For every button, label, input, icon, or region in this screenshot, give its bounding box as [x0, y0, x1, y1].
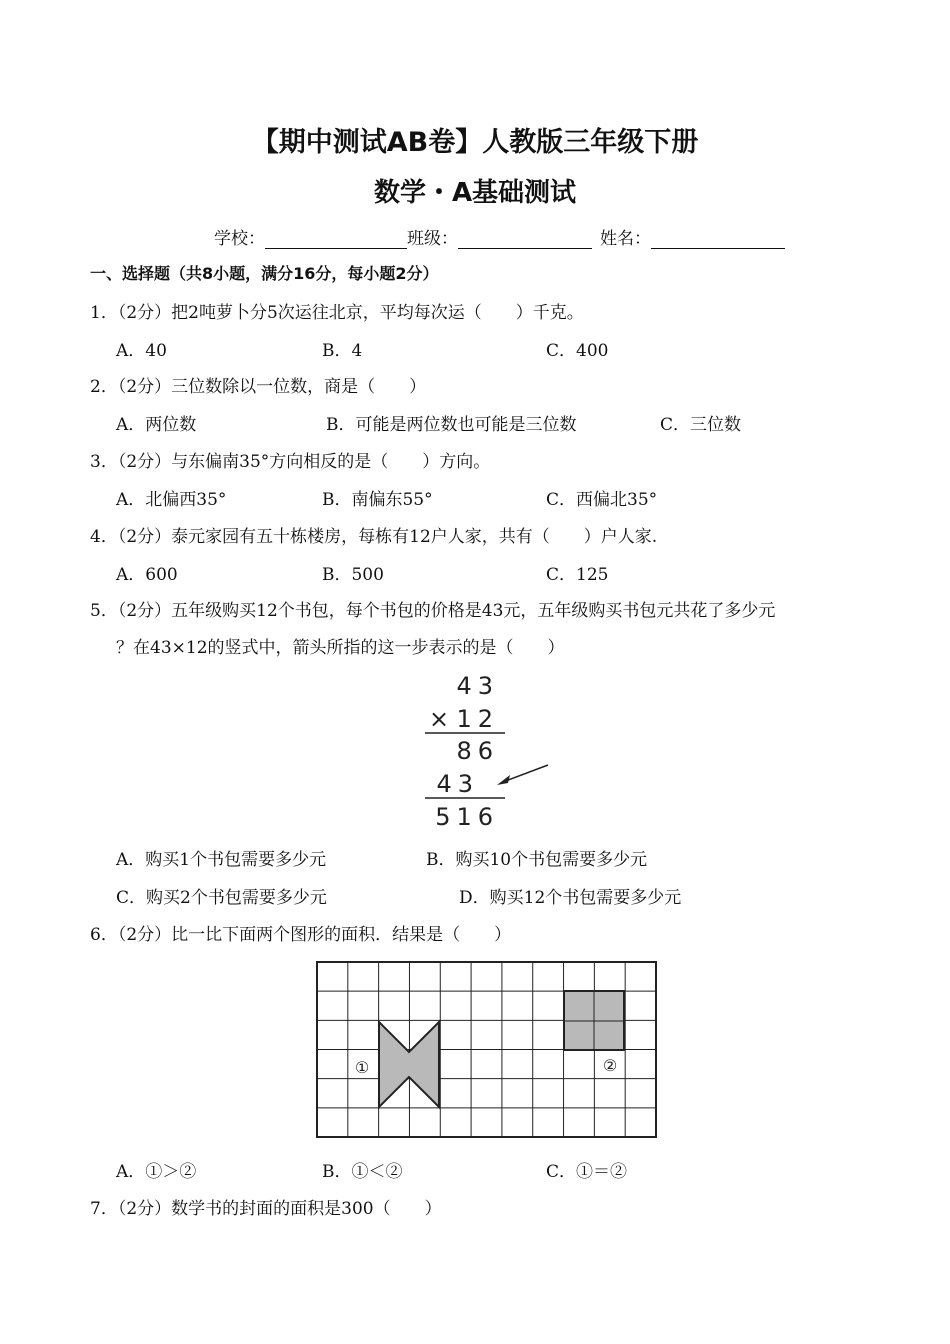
q5-option-b[interactable]: B．购买10个书包需要多少元 — [426, 850, 648, 870]
q6-option-a[interactable]: A．①＞② — [116, 1162, 197, 1182]
q6-option-b[interactable]: B．①＜② — [322, 1162, 403, 1182]
multiplication-figure — [415, 670, 555, 832]
q5-option-d[interactable]: D．购买12个书包需要多少元 — [459, 888, 682, 908]
question-5: 5．（2分）五年级购买12个书包，每个书包的价格是43元，五年级购买书包元共花了多少元 — [90, 601, 776, 621]
q4-option-c[interactable]: C．125 — [546, 565, 609, 585]
q2-option-a[interactable]: A．两位数 — [116, 415, 197, 435]
mult-multiplicand: 43 — [456, 672, 499, 700]
arrow-shaft — [503, 765, 548, 782]
q2-option-b[interactable]: B．可能是两位数也可能是三位数 — [326, 415, 577, 435]
q1-option-b[interactable]: B．4 — [322, 341, 363, 361]
question-6: 6．（2分）比一比下面两个图形的面积．结果是（ ） — [90, 925, 512, 945]
mult-partial-2: 43 — [436, 770, 479, 798]
class-label: 班级： — [407, 229, 458, 249]
class-field[interactable] — [458, 230, 592, 249]
q5-option-a[interactable]: A．购买1个书包需要多少元 — [116, 850, 327, 870]
question-4: 4．（2分）泰元家园有五十栋楼房，每栋有12户人家，共有（ ）户人家. — [90, 527, 658, 547]
mult-operator: × — [429, 705, 450, 733]
q1-option-a[interactable]: A．40 — [116, 341, 167, 361]
grid-figure — [316, 961, 658, 1139]
question-7: 7．（2分）数学书的封面的面积是300（ ） — [90, 1199, 442, 1219]
question-3: 3．（2分）与东偏南35°方向相反的是（ ）方向。 — [90, 452, 491, 472]
mult-result: 516 — [435, 803, 499, 831]
mult-partial-1: 86 — [456, 737, 499, 765]
q1-option-c[interactable]: C．400 — [546, 341, 609, 361]
q3-option-a[interactable]: A．北偏西35° — [116, 490, 227, 510]
q4-option-b[interactable]: B．500 — [322, 565, 384, 585]
shape-2-label: ② — [602, 1056, 618, 1075]
q5-option-c[interactable]: C．购买2个书包需要多少元 — [116, 888, 327, 908]
q3-option-b[interactable]: B．南偏东55° — [322, 490, 433, 510]
page-title: 【期中测试AB卷】人教版三年级下册 — [251, 127, 699, 158]
school-field[interactable] — [265, 230, 407, 249]
q6-option-c[interactable]: C．①＝② — [546, 1162, 628, 1182]
mult-multiplier: 12 — [456, 705, 499, 733]
student-info — [214, 224, 785, 249]
school-label: 学校： — [214, 229, 265, 249]
q4-option-a[interactable]: A．600 — [116, 565, 178, 585]
question-5-line2: ？在43×12的竖式中，箭头所指的这一步表示的是（ ） — [116, 638, 565, 658]
arrow-icon — [497, 775, 510, 785]
shape-1-label: ① — [354, 1058, 370, 1077]
question-1: 1．（2分）把2吨萝卜分5次运往北京，平均每次运（ ）千克。 — [90, 303, 584, 323]
section-heading: 一、选择题（共8小题，满分16分，每小题2分） — [90, 264, 439, 283]
q2-option-c[interactable]: C．三位数 — [660, 415, 742, 435]
name-field[interactable] — [651, 230, 785, 249]
q3-option-c[interactable]: C．西偏北35° — [546, 490, 658, 510]
question-2: 2．（2分）三位数除以一位数，商是（ ） — [90, 377, 427, 397]
page-subtitle: 数学・A基础测试 — [373, 178, 577, 208]
name-label: 姓名： — [600, 229, 651, 249]
